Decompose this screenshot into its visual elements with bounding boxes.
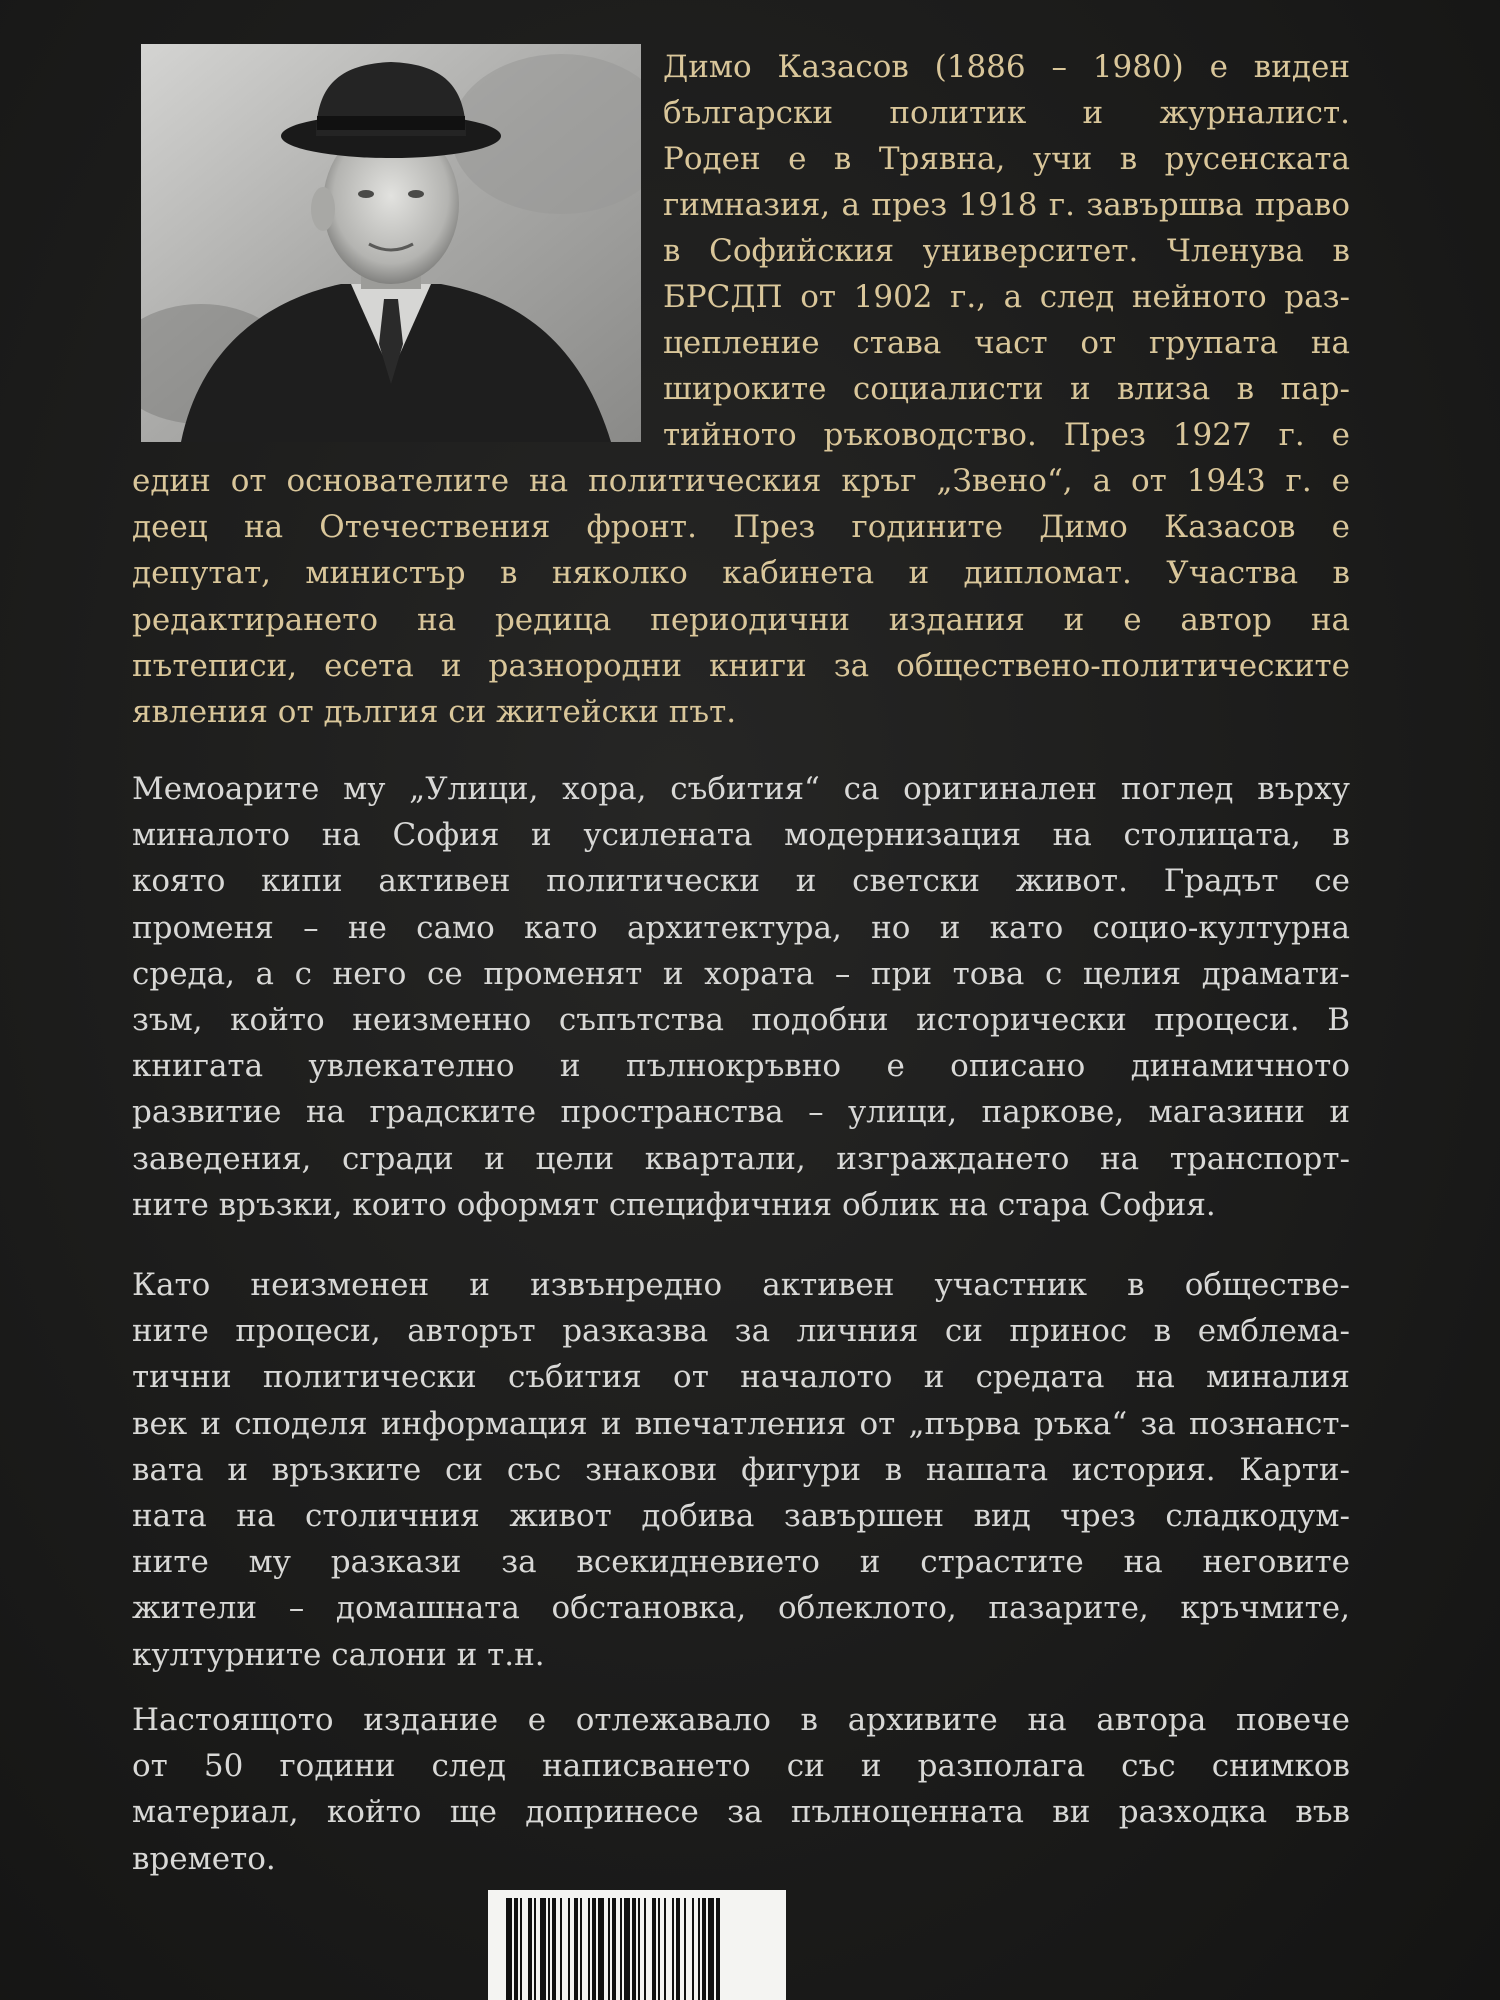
barcode-bar xyxy=(514,1898,518,2000)
bio-line: в Софийския университет. Членува в xyxy=(663,233,1350,269)
barcode-bar xyxy=(644,1898,646,2000)
paragraph-line: променя – не само като архитектура, но и като социо-културна xyxy=(132,909,1350,946)
bio-line: широките социалисти и влиза в пар- xyxy=(663,371,1350,407)
author-portrait-photo xyxy=(141,44,641,442)
paragraph-line: от 50 години след написването си и разполага със снимков xyxy=(132,1748,1350,1785)
barcode-bar xyxy=(684,1898,686,2000)
barcode-bar xyxy=(568,1898,570,2000)
barcode-bar xyxy=(638,1898,640,2000)
paragraph-line: ните процеси, авторът разказва за личния си принос в емблема- xyxy=(132,1313,1350,1350)
barcode-bar xyxy=(716,1898,720,2000)
barcode-bar xyxy=(676,1898,680,2000)
bio-line: гимназия, а през 1918 г. завършва право xyxy=(663,187,1350,223)
paragraph-line: ната на столичния живот добива завършен вид чрез сладкодум- xyxy=(132,1498,1350,1535)
barcode-bar xyxy=(692,1898,694,2000)
bio-line: български политик и журналист. xyxy=(663,95,1350,131)
paragraph-line: която кипи активен политически и светски живот. Градът се xyxy=(132,863,1350,900)
barcode-bar xyxy=(612,1898,616,2000)
barcode-bars xyxy=(488,1890,786,2000)
paragraph-line: Мемоарите му „Улици, хора, събития“ са оригинален поглед върху xyxy=(132,771,1350,807)
barcode-bar xyxy=(540,1898,546,2000)
barcode-bar xyxy=(506,1898,512,2000)
barcode-bar xyxy=(632,1898,636,2000)
paragraph-line: тични политически събития от началото и средата на миналия xyxy=(132,1359,1350,1396)
paragraph-line: ните връзки, които оформят специфичния облик на стара София. xyxy=(132,1186,1216,1223)
barcode-bar xyxy=(560,1898,562,2000)
edition-note-paragraph xyxy=(132,1697,1350,1882)
barcode-bar xyxy=(620,1898,622,2000)
paragraph-line: вата и връзките си със знакови фигури в нашата история. Карти- xyxy=(132,1451,1350,1488)
paragraph-line: век и споделя информация и впечатления от „първа ръка“ за познанст- xyxy=(132,1405,1350,1442)
barcode-bar xyxy=(652,1898,656,2000)
barcode-bar xyxy=(702,1898,706,2000)
barcode-bar xyxy=(574,1898,578,2000)
bio-line: редактирането на редица периодични издания и е автор на xyxy=(132,601,1350,638)
barcode-bar xyxy=(658,1898,660,2000)
barcode xyxy=(488,1890,786,2000)
paragraph-line: културните салони и т.н. xyxy=(132,1636,545,1673)
bio-line: тийното ръководство. През 1927 г. е xyxy=(663,417,1350,453)
paragraph-line: заведения, сгради и цели квартали, изграждането на транспорт- xyxy=(132,1140,1350,1177)
bio-line: явления от дългия си житейски път. xyxy=(132,694,737,731)
barcode-bar xyxy=(520,1898,522,2000)
barcode-bar xyxy=(552,1898,556,2000)
paragraph-line: ните му разкази за всекидневието и страстите на неговите xyxy=(132,1544,1350,1581)
paragraph-line: жители – домашната обстановка, облеклото, пазарите, кръчмите, xyxy=(132,1590,1350,1627)
paragraph-line: Настоящото издание е отлежавало в архивите на автора повече xyxy=(132,1702,1350,1738)
bio-line: Роден е в Трявна, учи в русенската xyxy=(663,141,1350,177)
bio-line: БРСДП от 1902 г., а след нейното раз- xyxy=(663,279,1350,315)
bio-line: един от основателите на политическия кръг „Звено“, а от 1943 г. е xyxy=(132,463,1350,499)
paragraph-line: зъм, който неизменно съпътства подобни исторически процеси. В xyxy=(132,1002,1350,1039)
paragraph-line: книгата увлекателно и пълнокръвно е описано динамичното xyxy=(132,1048,1350,1085)
paragraph-line: материал, който ще допринесе за пълноценната ви разходка във xyxy=(132,1794,1350,1831)
author-bio-continued xyxy=(132,458,1350,735)
barcode-bar xyxy=(624,1898,630,2000)
bio-line: Димо Казасов (1886 – 1980) е виден xyxy=(663,49,1350,85)
bio-line: депутат, министър в няколко кабинета и дипломат. Участва в xyxy=(132,555,1350,592)
author-bio-wrapped xyxy=(663,44,1350,458)
bio-line: цепление става част от групата на xyxy=(663,325,1350,361)
bio-line: пътеписи, есета и разнородни книги за обществено-политическите xyxy=(132,647,1350,684)
bio-line: деец на Отечествения фронт. През годините Димо Казасов е xyxy=(132,509,1350,546)
barcode-bar xyxy=(580,1898,582,2000)
paragraph-line: среда, а с него се променят и хората – при това с целия драмати- xyxy=(132,955,1350,992)
paragraph-line: миналото на София и усилената модернизация на столицата, в xyxy=(132,817,1350,854)
barcode-bar xyxy=(598,1898,604,2000)
barcode-bar xyxy=(588,1898,590,2000)
barcode-bar xyxy=(672,1898,674,2000)
barcode-bar xyxy=(528,1898,532,2000)
barcode-bar xyxy=(664,1898,666,2000)
memoir-description-paragraph xyxy=(132,766,1350,1228)
paragraph-line: времето. xyxy=(132,1840,276,1877)
barcode-bar xyxy=(708,1898,714,2000)
barcode-bar xyxy=(608,1898,610,2000)
barcode-bar xyxy=(548,1898,550,2000)
author-role-paragraph xyxy=(132,1262,1350,1678)
barcode-bar xyxy=(592,1898,596,2000)
paragraph-line: Като неизменен и извънредно активен участник в обществе- xyxy=(132,1267,1350,1303)
barcode-bar xyxy=(698,1898,700,2000)
paragraph-line: развитие на градските пространства – улици, паркове, магазини и xyxy=(132,1094,1350,1131)
barcode-bar xyxy=(534,1898,536,2000)
